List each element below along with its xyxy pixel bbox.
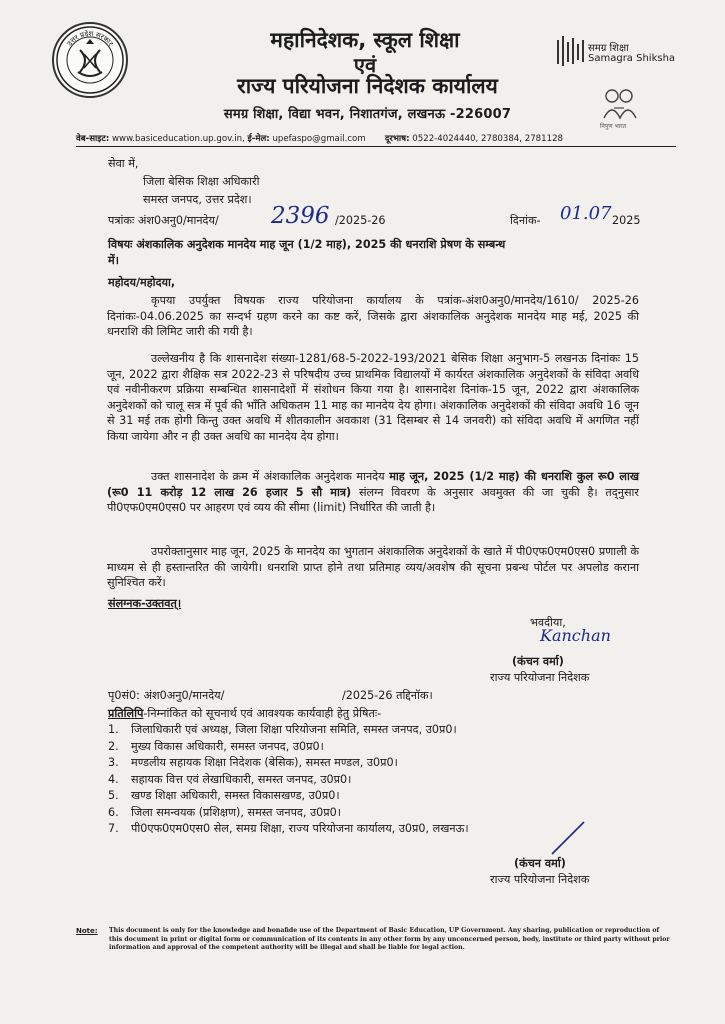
note-label: Note: [76,927,98,935]
list-item-text: जिलाधिकारी एवं अध्यक्ष, जिला शिक्षा परियोजना समिति, समस्त जनपद, उ0प्र0। [131,723,457,736]
greeting: महोदय/महोदया, [108,276,176,289]
enclosure-note: संलग्नक-उक्तवत्। [108,597,182,610]
header-address: समग्र शिक्षा, विद्या भवन, निशातगंज, लखनऊ -226007 [223,107,512,122]
list-item-number: 3. [108,756,119,769]
contact-line [76,132,676,144]
list-item-text: खण्ड शिक्षा अधिकारी, समस्त विकासखण्ड, उ0प्र0। [131,789,340,802]
list-item [108,772,608,789]
nipun-label: निपुण भारत [600,123,627,130]
list-item-number: 6. [108,805,119,819]
phone-label: दूरभाष: [384,134,410,144]
copy-intro-text: -निम्नांकित को सूचनार्थ एवं आवश्यक कार्यवाही हेतु प्रेषितः- [143,707,382,720]
paragraph-2 [107,351,639,444]
reference-year: /2025-26 [335,214,386,227]
list-item-text: मण्डलीय सहायक शिक्षा निदेशक (बेसिक), समस्त मण्डल, उ0प्र0। [131,756,398,769]
email-link[interactable]: upefaspo@gmail.com [272,134,366,144]
list-item [108,805,608,822]
list-item-number: 2. [108,739,119,753]
reference-number-handwritten: 2396 [271,203,330,229]
website-label: वेब-साइट: [76,134,110,144]
up-emblem-icon [54,24,126,96]
date-handwritten: 01.07 [560,203,612,224]
website-link[interactable]: www.basiceducation.up.gov.in, [112,134,245,144]
reference-label: पत्रांकः अंश0अनु0/मानदेय/ [108,214,219,227]
list-item-number: 1. [108,723,119,736]
list-item-text: मुख्य विकास अधिकारी, समस्त जनपद, उ0प्र0। [131,739,324,753]
copy-ref-label: पृ0सं0: अंश0अनु0/मानदेय/ [108,689,225,702]
closing-text: भवदीया, [530,616,566,629]
paragraph-3-amount: माह जून, 2025 (1/2 माह) की धनराशि कुल रू0 लाख (रू0 11 करोड़ 12 लाख 26 हजार 5 सौ मात्र) [107,470,640,499]
list-item-text: जिला समन्वयक (प्रशिक्षण), समस्त जनपद, उ0प्र0। [131,805,341,819]
samagra-english-text: Samagra Shiksha [588,53,676,64]
paragraph-1 [107,293,639,340]
date-year: 2025 [612,214,641,227]
up-logo-text: उत्तर प्रदेश सरकार [65,29,115,48]
copy-list [108,722,608,838]
phone-number: 0522-4024440, 2780384, 2781128 [412,134,564,144]
header-title-line2: एवं [353,53,377,77]
note-text: This document is only for the knowledge and bonafide use of the Department of Basic Education, UP Government. Any sharing, publication or reproduction of this document in print or digital form or communication of its contents in any other form by any unconcerned person, body, institute or third party without prior information and approval of the competent authority will be illegal and shall be liable for legal action. [109,927,670,952]
header-title-line3: राज्य परियोजना निदेशक कार्यालय [237,74,498,98]
list-item-text: पी0एफ0एम0एस0 सेल, समग्र शिक्षा, राज्य परियोजना कार्यालय, उ0प्र0, लखनऊ। [131,822,469,835]
addressee-line2: समस्त जनपद, उत्तर प्रदेश। [143,193,252,206]
paragraph-3-text-b: संलग्न विवरण के अनुसार अवमुक्त की जा चुकी है। तद्नुसार पी0एफ0एम0एस0 पर आहरण एवं व्यय की सीमा (limit) निर्धारित की जाती है। [107,485,639,514]
samagra-hindi-text: समग्र शिक्षा [588,43,629,54]
paragraph-3-text-a: उक्त शासनादेश के क्रम में अंशकालिक अनुदेशक मानदेय [151,470,385,483]
copy-intro-label: प्रतिलिपि [108,707,144,720]
paragraph-2-text: उल्लेखनीय है कि शासनादेश संख्या-1281/68-5-2022-193/2021 बेसिक शिक्षा अनुभाग-5 लखनऊ दिनांकः 15 जून, 2022 द्वारा शैक्षिक सत्र 2022-23 से परिषदीय उच्च प्राथमिक विद्यालयों में कार्यरत अंशकालिक अनुदेशकों के संविदा अवधि एवं नवीनीकरण प्रक्रिया सम्बन्धित शासनादेशों में संशोधन किया गया है। शासनादेश दिनांक-15 जून, 2022 द्वारा अंशकालिक अनुदेशकों को चालू सत्र में पूर्व की भाँति अधिकतम 11 माह का मानदेय देय होगा। अंशकालिक अनुदेशकों की संविदा अवधि 16 जून से 31 मई तक होगी किन्तु उक्त अवधि में शीतकालीन अवकाश (31 दिसम्बर से 14 जनवरी) को संविदा अवधि में अगणित नहीं किया जायेगा और न ही उक्त अवधि का मानदेय देय होगा। [107,352,639,443]
list-item [108,722,608,739]
header-title-line1: महानिदेशक, स्कूल शिक्षा [270,28,460,52]
addressee-line1: जिला बेसिक शिक्षा अधिकारी [143,175,260,188]
signatory-name-2: (कंचन वर्मा) [514,857,566,870]
list-item-number: 4. [108,772,119,786]
list-item [108,821,608,838]
header-divider [76,146,676,147]
nipun-bharat-logo-icon [598,84,640,120]
paragraph-4-text: उपरोक्तानुसार माह जून, 2025 के मानदेय का भुगतान अंशकालिक अनुदेशकों के खाते में पी0एफ0एम0एस0 प्रणाली के माध्यम से ही हस्तान्तरित की जायेगी। धनराशि प्राप्त होने तथा प्रतिमाह व्यय/अवशेष की सूचना प्रबन्ध पोर्टल पर अपलोड कराना सुनिश्चित करें। [107,545,639,589]
subject-line2: में। [108,254,119,267]
signature-tick-icon [550,820,590,856]
paragraph-4 [107,544,639,591]
signature-handwritten: Kanchan [540,626,611,645]
list-item [108,788,608,805]
paragraph-1-text: कृपया उपर्युक्त विषयक राज्य परियोजना कार्यालय के पत्रांक-अंश0अनु0/मानदेय/1610/ 2025-26 दिनांकः-04.06.2025 का सन्दर्भ ग्रहण करने का कष्ट करें, जिसके द्वारा अंशकालिक अनुदेशक मानदेय माह मई, 2025 की धनराशि की लिमिट जारी की गयी है। [107,294,639,338]
up-government-logo [52,22,128,98]
copy-intro [108,706,381,721]
email-label: ई-मेल: [247,134,270,144]
list-item-number: 5. [108,789,119,802]
copy-ref-year: /2025-26 तद्दिनॉक। [342,689,433,702]
list-item [108,755,608,772]
date-label: दिनांक- [510,214,541,227]
list-item-number: 7. [108,822,119,835]
subject-line1: विषयः अंशकालिक अनुदेशक मानदेय माह जून (1/2 माह), 2025 की धनराशि प्रेषण के सम्बन्ध [108,238,506,251]
paragraph-3 [107,469,639,516]
list-item-text: सहायक वित्त एवं लेखाधिकारी, समस्त जनपद, उ0प्र0। [131,772,352,786]
addressee-salutation: सेवा में, [108,157,139,170]
signatory-name: (कंचन वर्मा) [512,655,564,668]
signatory-designation-2: राज्य परियोजना निदेशक [490,873,590,886]
signatory-designation: राज्य परियोजना निदेशक [490,671,590,684]
list-item [108,739,608,756]
